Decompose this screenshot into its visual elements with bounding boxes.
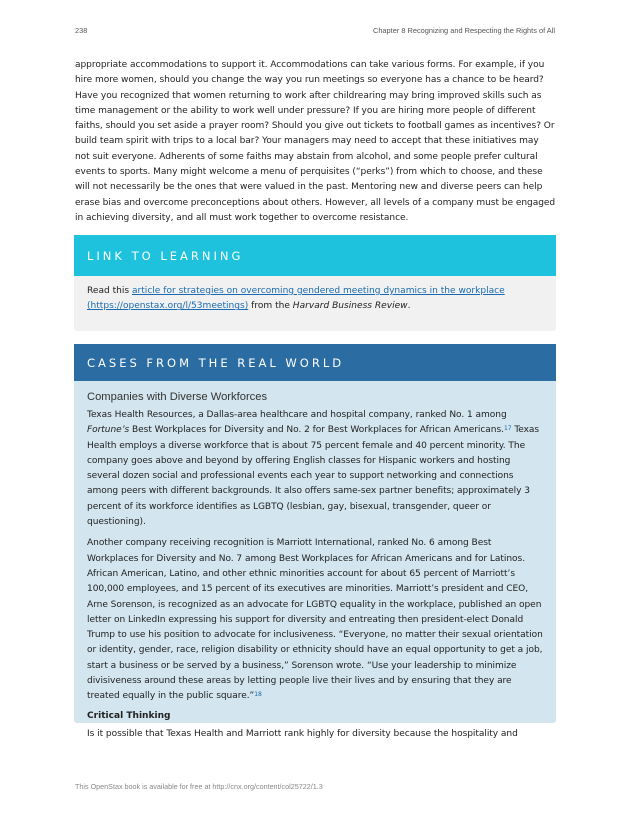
read-this-text: Read this — [87, 286, 132, 296]
page-header — [75, 26, 555, 38]
period-text: . — [407, 301, 411, 312]
cases-header — [74, 344, 556, 381]
page-footer: This OpenStax book is available for free at http://cnx.org/content/col25722/1.3 — [75, 782, 323, 791]
case-p1-text-a: Texas Health Resources, a Dallas-area healthcare and hospital company, ranked No. 1 among — [87, 410, 507, 420]
cases-body — [74, 381, 556, 742]
intro-paragraph: appropriate accommodations to support it. Accommodations can take various forms. For example, if you hire more women, should you change the way you run meetings so everyone has a chance to be heard? Have you recognized that women returning to work after childrearing may bring improved skills such as time management or the ability to work well under pressure? If you are hiring more people of different faiths, should you set aside a prayer room? Should you give out tickets to football games as incentives? Or build team spirit with trips to a local bar? Your managers may need to accept that these initiatives may not suit everyone. Adherents of some faiths may abstain from alcohol, and some people prefer cultural events to sports. Many might welcome a menu of perquisites (“perks”) from which to choose, and these will not necessarily be the ones that were valued in the past. Mentoring new and diverse peers can help erase bias and overcome preconceptions about others. However, all levels of a company must be engaged in achieving diversity, and all must work together to overcome resistance. — [75, 60, 556, 223]
link-to-learning-heading: LINK TO LEARNING — [87, 248, 244, 263]
link-to-learning-body — [74, 276, 556, 315]
footnote-ref-18[interactable]: 18 — [254, 691, 262, 699]
fortune-title: Fortune’s — [87, 425, 130, 436]
main-content — [75, 58, 556, 226]
link-to-learning-header — [74, 235, 556, 276]
from-the-text: from the — [248, 301, 293, 312]
footnote-ref-17[interactable]: 17 — [503, 425, 512, 433]
source-title: Harvard Business Review — [292, 301, 408, 312]
link-to-learning-box — [74, 235, 556, 331]
case-paragraph-3: Is it possible that Texas Health and Marriott rank highly for diversity because the hospitality and — [87, 728, 518, 739]
case-paragraph-1 — [87, 408, 543, 530]
case-p2-text: Another company receiving recognition is Marriott International, ranked No. 6 among Best Workplaces for Diversity and No. 7 among Best Workplaces for African Americans and for Latinos. African American, Latino, and other ethnic minorities account for about 65 percent of Marriott’s 100,000 employees, and 15 percent of its executives are minorities. Marriott’s president and CEO, Arne Sorenson, is recognized as an advocate for LGBTQ equality in the workplace, published an open letter on LinkedIn expressing his support for diversity and entreating then president-elect Donald Trump to use his position to advocate for inclusiveness. “Everyone, no matter their sexual orientation or identity, gender, race, religion disability or ethnicity should have an equal opportunity to get a job, start a business or be served by a business,” Sorenson wrote. “Use your leadership to minimize divisiveness around these areas by letting people live their lives and by ensuring that they are treated equally in the public square.” — [87, 538, 543, 702]
cases-from-real-world-box — [74, 344, 556, 739]
cases-heading: CASES FROM THE REAL WORLD — [87, 355, 345, 370]
case-p1-text-b: Best Workplaces for Diversity and No. 2 for Best Workplaces for African Americans. — [129, 425, 504, 436]
case-p1-text-c: Texas Health employs a diverse workforce that is about 75 percent female and 40 percent minority. The company goes above and beyond by offering English classes for Hispanic workers and hosting several dozen social and professional events each year to support networking and connections among peers with different backgrounds. It also offers same-sex partner benefits; approximately 3 percent of its workforce identifies as LGBTQ (lesbian, gay, bisexual, transgender, queer or questioning). — [87, 425, 540, 528]
critical-thinking-heading: Critical Thinking — [87, 710, 171, 721]
case-paragraph-2 — [87, 536, 543, 704]
page-number: 238 — [75, 26, 88, 35]
article-link[interactable]: article for strategies on overcoming gendered meeting dynamics in the workplace (https://openstax.org/l/53meetings) — [87, 286, 505, 312]
case-title: Companies with Diverse Workforces — [87, 391, 268, 403]
chapter-title: Chapter 8 Recognizing and Respecting the Rights of All — [372, 26, 555, 35]
